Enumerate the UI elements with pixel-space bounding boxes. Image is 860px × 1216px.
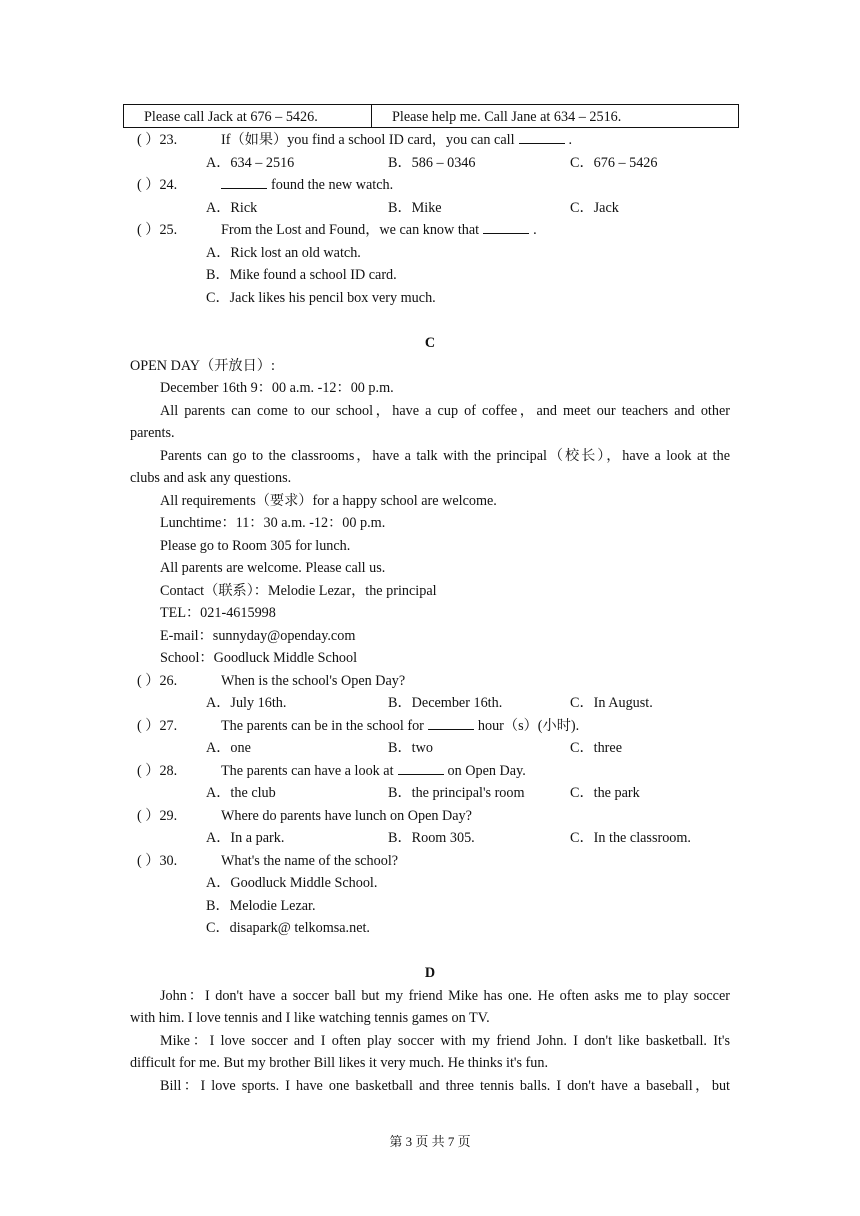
paragraph-line: difficult for me. But my brother Bill likes it very much. He thinks it's fun. [130,1055,549,1071]
q29-option-c: C．In the classroom. [570,830,691,846]
answer-blank [221,176,267,189]
q29-stem: Where do parents have lunch on Open Day? [221,808,472,824]
q26-option-c: C．In August. [570,695,653,711]
q30-stem: What's the name of the school? [221,853,399,869]
q30-bracket: ( ）30. [137,853,178,869]
q23-option-c: C．676 – 5426 [570,155,658,171]
open-day-title: OPEN DAY（开放日）: [130,358,275,374]
q30-option-b: B．Melodie Lezar. [206,898,316,914]
lunch-room-line: Please go to Room 305 for lunch. [160,538,351,554]
q24-stem: found the new watch. [221,176,393,194]
page-number: 第 3 页 共 7 页 [389,1134,471,1149]
q28-option-a: A．the club [206,785,276,801]
q25-bracket: ( ）25. [137,222,178,238]
paragraph-line: clubs and ask any questions. [130,470,292,486]
q23-stem: If（如果）you find a school ID card，you can call . [221,132,573,148]
paragraph-line: All parents can come to our school，have a cup of coffee，and meet our teachers and other [160,403,730,419]
paragraph-line: Mike：I love soccer and I often play soccer with my friend John. I don't like basketball. It's [160,1033,730,1049]
q30-option-c: C．disapark@ telkomsa.net. [206,920,370,936]
answer-blank [398,762,444,775]
q28-option-c: C．the park [570,785,640,801]
q28-stem: The parents can have a look at on Open Day. [221,763,526,779]
q27-stem: The parents can be in the school for hour（s）(小时). [221,718,580,734]
school-line: School：Goodluck Middle School [160,650,358,666]
paragraph-line: Parents can go to the classrooms，have a talk with the principal（校长），have a look at the [160,448,730,464]
q27-option-a: A．one [206,740,251,756]
answer-blank [483,221,529,234]
answer-blank [428,717,474,730]
q25-stem: From the Lost and Found，we can know that . [221,222,537,238]
table-cell-jane: Please help me. Call Jane at 634 – 2516. [392,109,622,125]
q29-option-b: B．Room 305. [388,830,475,846]
welcome-line: All parents are welcome. Please call us. [160,560,386,576]
q27-bracket: ( ）27. [137,718,178,734]
q28-bracket: ( ）28. [137,763,178,779]
open-day-date: December 16th 9：00 a.m. -12：00 p.m. [160,380,394,396]
q25-option-a: A．Rick lost an old watch. [206,245,361,261]
q24-bracket: ( ）24. [137,177,178,193]
q24-option-b: B．Mike [388,200,442,216]
info-table [123,104,739,128]
q23-option-b: B．586 – 0346 [388,155,476,171]
q24-option-c: C．Jack [570,200,619,216]
email-line: E-mail：sunnyday@openday.com [160,628,356,644]
q30-option-a: A．Goodluck Middle School. [206,875,378,891]
q26-option-b: B．December 16th. [388,695,503,711]
q27-option-b: B．two [388,740,433,756]
q29-option-a: A．In a park. [206,830,285,846]
contact-line: Contact（联系）：Melodie Lezar，the principal [160,583,437,599]
q23-option-a: A．634 – 2516 [206,155,295,171]
paragraph-line: John：I don't have a soccer ball but my friend Mike has one. He often asks me to play soccer [160,988,730,1004]
answer-blank [519,131,565,144]
table-cell-jack: Please call Jack at 676 – 5426. [124,105,372,127]
q26-option-a: A．July 16th. [206,695,287,711]
q28-option-b: B．the principal's room [388,785,525,801]
lunchtime-line: Lunchtime：11：30 a.m. -12：00 p.m. [160,515,386,531]
section-c-heading: C [424,335,436,351]
paragraph-line: parents. [130,425,175,441]
q25-option-c: C．Jack likes his pencil box very much. [206,290,436,306]
q27-option-c: C．three [570,740,623,756]
q29-bracket: ( ）29. [137,808,178,824]
q26-bracket: ( ）26. [137,673,178,689]
q26-stem: When is the school's Open Day? [221,673,406,689]
tel-line: TEL：021-4615998 [160,605,276,621]
q25-option-b: B．Mike found a school ID card. [206,267,397,283]
section-d-heading: D [424,965,436,981]
paragraph-line: with him. I love tennis and I like watching tennis games on TV. [130,1010,490,1026]
q24-option-a: A．Rick [206,200,258,216]
requirements-line: All requirements（要求）for a happy school are welcome. [160,493,497,509]
paragraph-line: Bill：I love sports. I have one basketball and three tennis balls. I don't have a baseball，but [160,1078,730,1094]
q23-bracket: ( ）23. [137,132,178,148]
